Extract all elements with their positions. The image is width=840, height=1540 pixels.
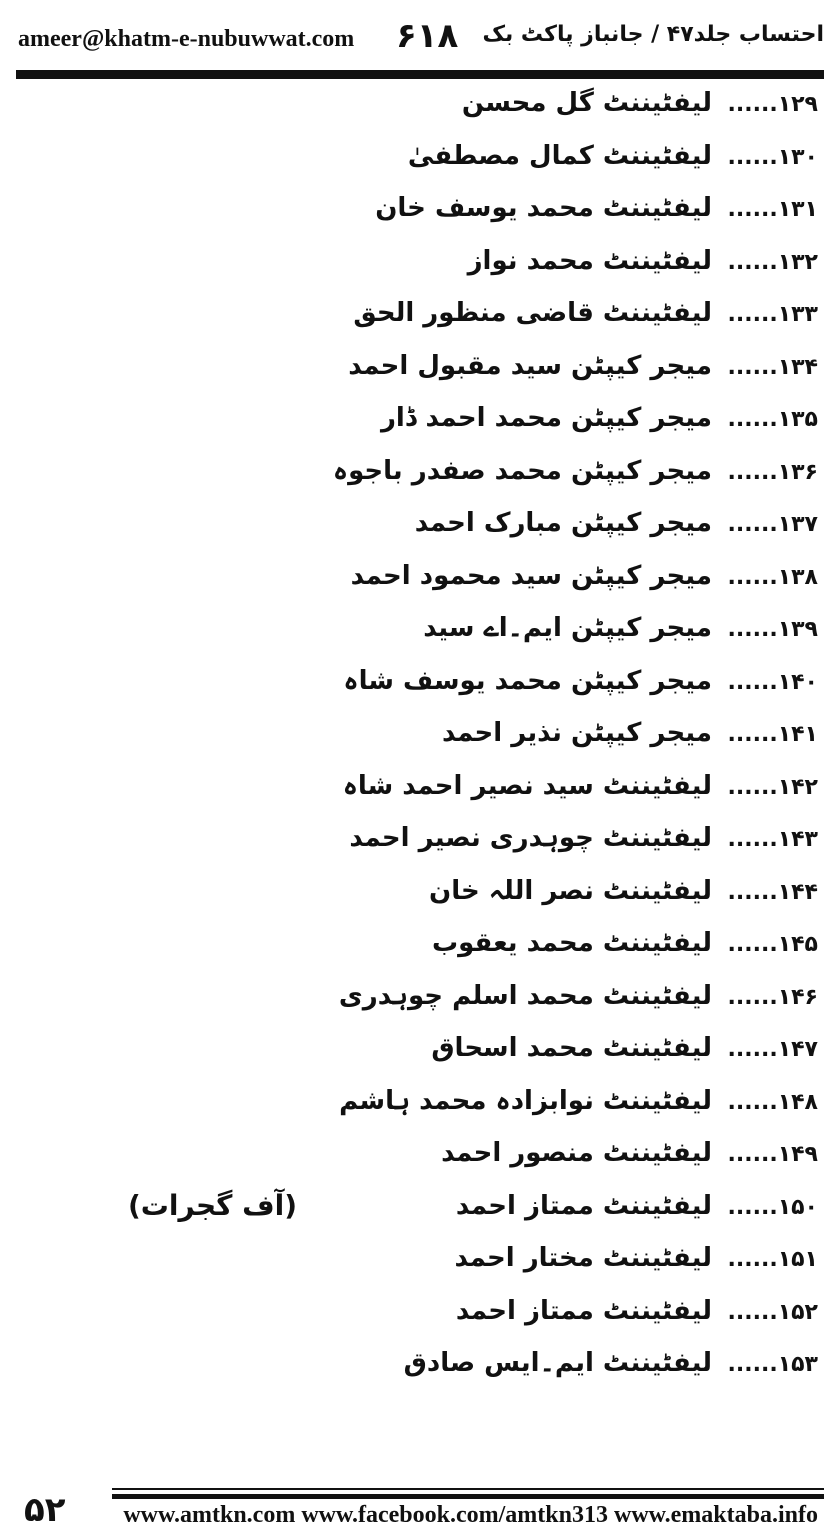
entry-name: لیفٹیننٹ سید نصیر احمد شاہ xyxy=(342,770,712,801)
entry-number: ۱۳۳...... xyxy=(727,302,818,327)
entry-number: ۱۳۷...... xyxy=(727,512,818,537)
entry-name: لیفٹیننٹ چوہدری نصیر احمد xyxy=(349,823,712,853)
entry-number: ۱۴۳...... xyxy=(727,827,818,852)
entry-number: ۱۴۹...... xyxy=(727,1142,818,1167)
entry-name: لیفٹیننٹ منصور احمد xyxy=(441,1138,712,1168)
entry-number: ۱۴۰...... xyxy=(727,669,818,695)
entry-number: ۱۳۶...... xyxy=(727,459,818,485)
entry-number: ۱۴۷...... xyxy=(727,1037,818,1062)
entry-number: ۱۳۰...... xyxy=(727,144,818,170)
entry-number: ۱۴۶...... xyxy=(727,984,818,1010)
entry-name: لیفٹیننٹ محمد نواز xyxy=(467,245,712,276)
list-item xyxy=(0,1086,840,1139)
entry-number: ۱۳۴...... xyxy=(727,354,818,380)
list-item xyxy=(0,193,840,246)
entry-name: میجر کیپٹن ایم۔اے سید xyxy=(423,613,712,643)
header-rule xyxy=(16,70,824,79)
entry-name: لیفٹیننٹ قاضی منظور الحق xyxy=(353,298,712,328)
list-item xyxy=(0,88,840,141)
entry-name: لیفٹیننٹ نصر اللہ خان xyxy=(429,875,712,906)
entry-number: ۱۵۰...... xyxy=(727,1194,818,1220)
list-item xyxy=(0,718,840,771)
entry-name: میجر کیپٹن محمد احمد ڈار xyxy=(380,403,712,433)
entry-name: میجر کیپٹن سید مقبول احمد xyxy=(348,350,712,381)
entry-number: ۱۲۹...... xyxy=(727,92,818,117)
footer-websites: www.amtkn.com www.facebook.com/amtkn313 www.emaktaba.info xyxy=(123,1502,818,1528)
entry-number: ۱۴۲...... xyxy=(727,774,818,800)
entry-name: لیفٹیننٹ نوابزادہ محمد ہاشم xyxy=(339,1085,712,1116)
header-email: ameer@khatm-e-nubuwwat.com xyxy=(18,26,355,52)
list-item xyxy=(0,561,840,614)
header-book-title: احتساب جلد۴۷ / جانباز پاکٹ بک xyxy=(482,22,824,47)
list-item xyxy=(0,1348,840,1401)
header-page-number: ۶۱۸ xyxy=(396,16,459,56)
list-item xyxy=(0,508,840,561)
entry-name: لیفٹیننٹ مختار احمد xyxy=(454,1243,712,1273)
list-item xyxy=(0,928,840,981)
entry-number: ۱۳۲...... xyxy=(727,249,818,275)
list-item xyxy=(0,613,840,666)
footer-rule-bottom xyxy=(112,1494,824,1499)
entry-name: لیفٹیننٹ محمد اسلم چوہدری xyxy=(338,980,712,1011)
entry-number: ۱۵۳...... xyxy=(727,1352,818,1377)
entry-name: لیفٹیننٹ محمد اسحاق xyxy=(431,1033,712,1063)
entry-number: ۱۴۱...... xyxy=(727,722,818,747)
list-item xyxy=(0,666,840,719)
list-item xyxy=(0,246,840,299)
entry-number: ۱۵۲...... xyxy=(727,1299,818,1325)
entry-list xyxy=(0,88,840,1401)
entry-name: میجر کیپٹن محمد یوسف شاہ xyxy=(343,665,712,696)
footer-rule-top xyxy=(112,1488,824,1490)
entry-name: میجر کیپٹن مبارک احمد xyxy=(414,508,712,538)
list-item xyxy=(0,141,840,194)
entry-name: لیفٹیننٹ محمد یعقوب xyxy=(431,928,712,958)
entry-name: لیفٹیننٹ ممتاز احمد xyxy=(455,1190,712,1221)
entry-name: میجر کیپٹن نذیر احمد xyxy=(442,718,712,748)
entry-number: ۱۴۵...... xyxy=(727,932,818,957)
entry-name: میجر کیپٹن سید محمود احمد xyxy=(350,560,712,591)
list-item xyxy=(0,1188,840,1244)
list-item xyxy=(0,1138,840,1191)
entry-name: میجر کیپٹن محمد صفدر باجوہ xyxy=(332,455,712,486)
footer-page-number: ۵۲ xyxy=(24,1490,66,1530)
list-item xyxy=(0,298,840,351)
entry-number: ۱۳۹...... xyxy=(727,617,818,642)
entry-name: لیفٹیننٹ ایم۔ایس صادق xyxy=(403,1348,712,1378)
entry-name: لیفٹیننٹ کمال مصطفیٰ xyxy=(407,140,712,171)
entry-name: لیفٹیننٹ ممتاز احمد xyxy=(455,1295,712,1326)
page-header xyxy=(0,0,840,80)
side-note: (آف گجرات) xyxy=(128,1188,298,1222)
list-item xyxy=(0,456,840,509)
list-item xyxy=(0,981,840,1034)
list-item xyxy=(0,771,840,824)
entry-number: ۱۳۵...... xyxy=(727,407,818,432)
list-item xyxy=(0,1033,840,1086)
list-item xyxy=(0,351,840,404)
entry-name: لیفٹیننٹ محمد یوسف خان xyxy=(375,193,712,223)
list-item xyxy=(0,1296,840,1349)
list-item xyxy=(0,1243,840,1296)
entry-name: لیفٹیننٹ گل محسن xyxy=(461,88,712,118)
entry-number: ۱۴۸...... xyxy=(727,1089,818,1115)
list-item xyxy=(0,403,840,456)
entry-number: ۱۳۱...... xyxy=(727,197,818,222)
entry-number: ۱۴۴...... xyxy=(727,879,818,905)
list-item xyxy=(0,823,840,876)
entry-number: ۱۵۱...... xyxy=(727,1247,818,1272)
list-item xyxy=(0,876,840,929)
entry-number: ۱۳۸...... xyxy=(727,564,818,590)
